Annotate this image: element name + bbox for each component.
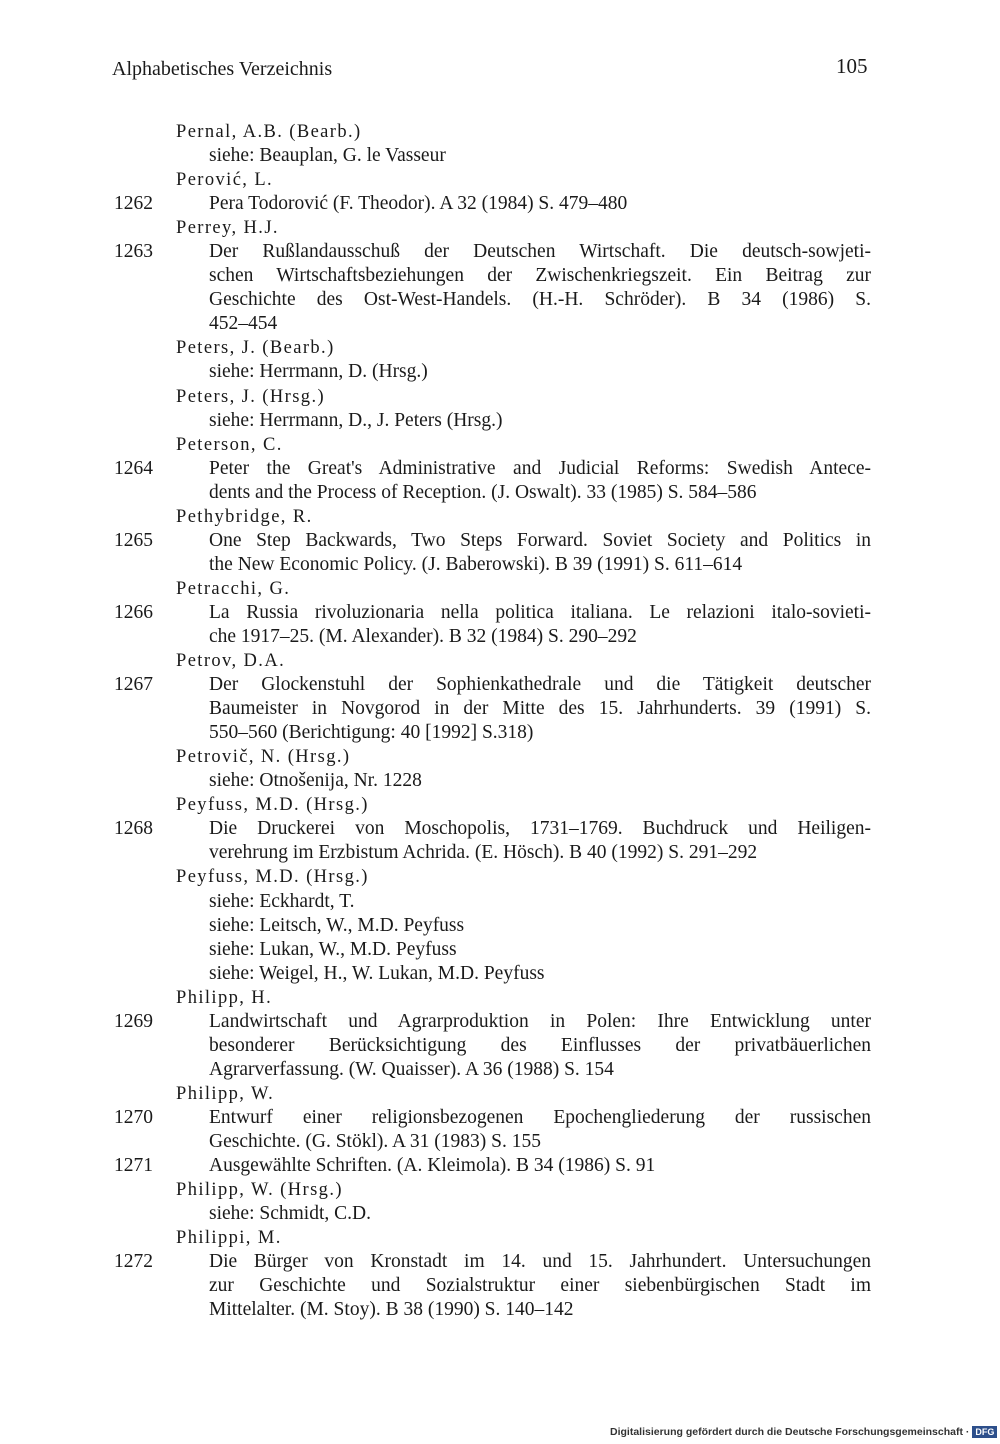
author-name: Pernal, A.B. (Bearb.): [176, 122, 362, 142]
text-line: [0, 264, 1000, 288]
text-line: [0, 1034, 1000, 1058]
entry-line: [0, 817, 1000, 841]
text-line: [0, 721, 1000, 745]
text-line: [0, 553, 1000, 577]
entry-line: [0, 1250, 1000, 1274]
text-line: [0, 481, 1000, 505]
entry-text: verehrung im Erzbistum Achrida. (E. Hösch). B 40 (1992) S. 291–292: [209, 842, 758, 864]
text-line: [0, 962, 1000, 986]
entry-number: 1267: [114, 674, 153, 696]
entry-line: [0, 1154, 1000, 1178]
entry-text: Die Druckerei von Moschopolis, 1731–1769. Buchdruck und Heiligen-: [209, 818, 871, 840]
entry-text: Geschichte. (G. Stökl). A 31 (1983) S. 155: [209, 1130, 542, 1152]
entry-number: 1263: [114, 241, 153, 263]
text-line: [0, 938, 1000, 962]
author-heading: [0, 1178, 1000, 1202]
author-name: Petracchi, G.: [176, 578, 291, 599]
entry-number: 1266: [114, 601, 153, 623]
entry-number: 1270: [114, 1106, 153, 1128]
entry-text: Ausgewählte Schriften. (A. Kleimola). B 34 (1986) S. 91: [209, 1155, 656, 1177]
running-header-title: Alphabetisches Verzeichnis: [112, 58, 333, 80]
entry-text: besonderer Berücksichtigung des Einflusses der privatbäuerlichen: [209, 1034, 871, 1056]
entry-line: [0, 601, 1000, 625]
entry-number: 1271: [114, 1155, 153, 1177]
entry-text: Entwurf einer religionsbezogenen Epochengliederung der russischen: [209, 1106, 871, 1128]
text-line: [0, 409, 1000, 433]
entry-text: Baumeister in Novgorod in der Mitte des 15. Jahrhunderts. 39 (1991) S.: [209, 698, 871, 720]
author-name: Peters, J. (Bearb.): [176, 338, 335, 359]
entry-text: siehe: Schmidt, C.D.: [209, 1203, 371, 1225]
entry-line: [0, 192, 1000, 216]
entry-text: siehe: Herrmann, D. (Hrsg.): [209, 361, 428, 383]
entry-line: [0, 1010, 1000, 1034]
entry-text: Peter the Great's Administrative and Judicial Reforms: Swedish Antece-: [209, 457, 871, 479]
author-name: Philippi, M.: [176, 1228, 282, 1249]
entry-number: 1262: [114, 193, 153, 215]
entry-line: [0, 529, 1000, 553]
entry-text: dents and the Process of Reception. (J. Oswalt). 33 (1985) S. 584–586: [209, 481, 757, 503]
entry-line: [0, 673, 1000, 697]
text-line: [0, 1130, 1000, 1154]
text-line: [0, 769, 1000, 793]
author-name: Peyfuss, M.D. (Hrsg.): [176, 867, 369, 888]
text-line: [0, 1202, 1000, 1226]
entry-text: One Step Backwards, Two Steps Forward. Soviet Society and Politics in: [209, 529, 871, 551]
author-heading: [0, 865, 1000, 889]
author-heading: [0, 986, 1000, 1010]
author-heading: [0, 385, 1000, 409]
author-heading: [0, 120, 1000, 144]
author-name: Perrey, H.J.: [176, 218, 279, 239]
author-name: Pethybridge, R.: [176, 506, 313, 527]
dfg-logo: DFG: [972, 1426, 997, 1438]
author-heading: [0, 745, 1000, 769]
entry-number: 1272: [114, 1251, 153, 1273]
entry-text: schen Wirtschaftsbeziehungen der Zwischenkriegszeit. Ein Beitrag zur: [209, 265, 871, 287]
index-entries: [0, 120, 1000, 1322]
text-line: [0, 841, 1000, 865]
author-name: Philipp, H.: [176, 987, 273, 1008]
digitization-credit: [610, 1426, 997, 1438]
entry-text: Die Bürger von Kronstadt im 14. und 15. Jahrhundert. Untersuchungen: [209, 1251, 871, 1273]
text-line: [0, 312, 1000, 336]
author-name: Petrov, D.A.: [176, 651, 286, 672]
entry-text: siehe: Weigel, H., W. Lukan, M.D. Peyfuss: [209, 962, 545, 984]
author-heading: [0, 1082, 1000, 1106]
author-name: Peyfuss, M.D. (Hrsg.): [176, 795, 369, 816]
author-heading: [0, 1226, 1000, 1250]
entry-number: 1269: [114, 1010, 153, 1032]
entry-text: siehe: Leitsch, W., M.D. Peyfuss: [209, 914, 465, 936]
entry-line: [0, 240, 1000, 264]
text-line: [0, 890, 1000, 914]
entry-text: Agrarverfassung. (W. Quaisser). A 36 (1988) S. 154: [209, 1058, 614, 1080]
entry-text: Pera Todorović (F. Theodor). A 32 (1984) S. 479–480: [209, 193, 628, 215]
text-line: [0, 288, 1000, 312]
entry-text: Der Rußlandausschuß der Deutschen Wirtschaft. Die deutsch-sowjeti-: [209, 241, 871, 263]
entry-text: siehe: Lukan, W., M.D. Peyfuss: [209, 938, 457, 960]
author-heading: [0, 336, 1000, 360]
entry-line: [0, 457, 1000, 481]
entry-text: La Russia rivoluzionaria nella politica italiana. Le relazioni italo-sovieti-: [209, 601, 871, 623]
entry-text: the New Economic Policy. (J. Baberowski). B 39 (1991) S. 611–614: [209, 553, 743, 575]
author-heading: [0, 505, 1000, 529]
entry-text: zur Geschichte und Sozialstruktur einer siebenbürgischen Stadt im: [209, 1275, 871, 1297]
entry-text: Mittelalter. (M. Stoy). B 38 (1990) S. 140–142: [209, 1299, 574, 1321]
author-name: Petrovič, N. (Hrsg.): [176, 747, 351, 768]
author-heading: [0, 649, 1000, 673]
entry-number: 1265: [114, 529, 153, 551]
author-name: Peters, J. (Hrsg.): [176, 386, 326, 407]
entry-text: Landwirtschaft und Agrarproduktion in Polen: Ihre Entwicklung unter: [209, 1010, 871, 1032]
text-line: [0, 697, 1000, 721]
entry-line: [0, 1106, 1000, 1130]
text-line: [0, 625, 1000, 649]
entry-text: Geschichte des Ost-West-Handels. (H.-H. Schröder). B 34 (1986) S.: [209, 289, 871, 311]
author-name: Perović, L.: [176, 170, 274, 191]
author-heading: [0, 793, 1000, 817]
text-line: [0, 1058, 1000, 1082]
entry-text: siehe: Eckhardt, T.: [209, 890, 355, 912]
entry-text: siehe: Otnošenija, Nr. 1228: [209, 770, 422, 792]
entry-text: siehe: Herrmann, D., J. Peters (Hrsg.): [209, 409, 503, 431]
text-line: [0, 1274, 1000, 1298]
author-name: Peterson, C.: [176, 434, 283, 455]
entry-text: 452–454: [209, 313, 278, 335]
entry-text: 550–560 (Berichtigung: 40 [1992] S.318): [209, 722, 534, 744]
entry-text: siehe: Beauplan, G. le Vasseur: [209, 145, 446, 167]
text-line: [0, 144, 1000, 168]
author-name: Philipp, W. (Hrsg.): [176, 1180, 343, 1201]
text-line: [0, 914, 1000, 938]
entry-text: che 1917–25. (M. Alexander). B 32 (1984) S. 290–292: [209, 625, 637, 647]
entry-text: Der Glockenstuhl der Sophienkathedrale und die Tätigkeit deutscher: [209, 674, 871, 696]
page-number: 105: [836, 54, 868, 78]
author-name: Philipp, W.: [176, 1083, 275, 1104]
entry-number: 1264: [114, 457, 153, 479]
author-heading: [0, 433, 1000, 457]
author-heading: [0, 577, 1000, 601]
entry-number: 1268: [114, 818, 153, 840]
text-line: [0, 1298, 1000, 1322]
credit-text: Digitalisierung gefördert durch die Deutsche Forschungsgemeinschaft ·: [610, 1426, 970, 1438]
author-heading: [0, 216, 1000, 240]
author-heading: [0, 168, 1000, 192]
text-line: [0, 360, 1000, 384]
